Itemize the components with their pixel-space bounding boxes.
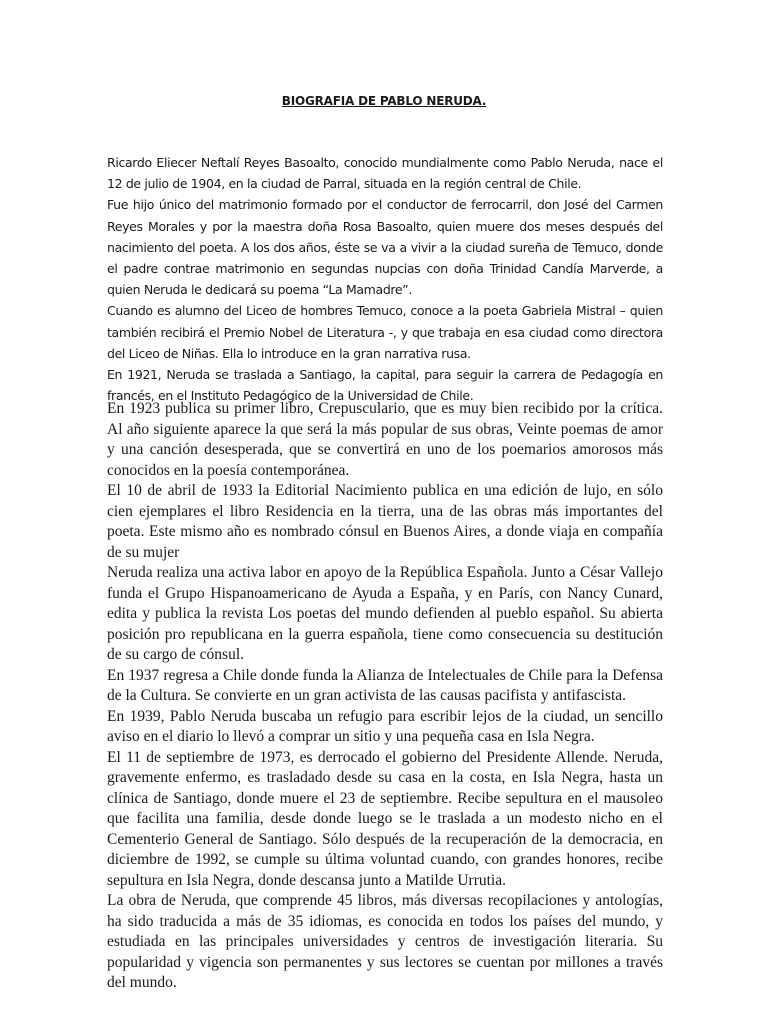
intro-section [107, 152, 663, 406]
paragraph-liceo: Cuando es alumno del Liceo de hombres Temuco, conoce a la poeta Gabriela Mistral – quien también recibirá el Premio Nobel de Literatura -, y que trabaja en esa ciudad como directora del Liceo de Niñas. Ella lo introduce en la gran narrativa rusa. [107, 303, 663, 361]
document-title: BIOGRAFIA DE PABLO NERUDA. [281, 94, 487, 108]
paragraph-family: Fue hijo único del matrimonio formado por el conductor de ferrocarril, don José del Carmen Reyes Morales y por la maestra doña Rosa Basoalto, quien muere dos meses después del nacimiento del poeta. A los dos años, éste se va a vivir a la ciudad sureña de Temuco, donde el padre contrae matrimonio en segundas nupcias con doña Trinidad Candía Marverde, a quien Neruda le dedicará su poema “La Mamadre”. [107, 197, 663, 298]
career-section [107, 399, 663, 994]
paragraph-isla-negra: En 1939, Pablo Neruda buscaba un refugio para escribir lejos de la ciudad, un sencillo aviso en el diario lo llevó a comprar un sitio y una pequeña casa en Isla Negra. [107, 707, 663, 745]
paragraph-republica: Neruda realiza una activa labor en apoyo de la República Española. Junto a César Vallejo funda el Grupo Hispanoamericano de Ayuda a España, y en París, con Nancy Cunard, edita y publica la revista Los poetas del mundo defienden al pueblo español. Su abierta posición pro republicana en la guerra española, tiene como consecuencia su destitución de su cargo de cónsul. [107, 564, 663, 663]
paragraph-santiago: En 1921, Neruda se traslada a Santiago, la capital, para seguir la carrera de Pedagogía en francés, en el Instituto Pedagógico de la Universidad de Chile. [107, 367, 663, 404]
paragraph-birth: Ricardo Eliecer Neftalí Reyes Basoalto, conocido mundialmente como Pablo Neruda, nace el 12 de julio de 1904, en la ciudad de Parral, situada en la región central de Chile. [107, 155, 663, 192]
paragraph-muerte: El 11 de septiembre de 1973, es derrocado el gobierno del Presidente Allende. Neruda, gravemente enfermo, es trasladado desde su casa en la costa, en Isla Negra, hasta un clínica de Santiago, donde muere el 23 de septiembre. Recibe sepultura en el mausoleo que facilita una familia, desde donde luego se le traslada a un modesto nicho en el Cementerio General de Santiago. Sólo después de la recuperación de la democracia, en diciembre de 1992, se cumple su última voluntad cuando, con grandes honores, recibe sepultura en Isla Negra, donde descansa junto a Matilde Urrutia. [107, 748, 663, 889]
paragraph-alianza: En 1937 regresa a Chile donde funda la Alianza de Intelectuales de Chile para la Defensa de la Cultura. Se convierte en un gran activista de las causas pacifista y antifascista. [107, 666, 663, 704]
paragraph-obra: La obra de Neruda, que comprende 45 libros, más diversas recopilaciones y antologías, ha sido traducida a más de 35 idiomas, es conocida en todos los países del mundo, y estudiada en las principales universidades y centros de investigación literaria. Su popularidad y vigencia son permanentes y sus lectores se cuentan por millones a través del mundo. [107, 892, 663, 991]
paragraph-crepusculario: En 1923 publica su primer libro, Crepusculario, que es muy bien recibido por la crítica. Al año siguiente aparece la que será la más popular de sus obras, Veinte poemas de amor y una canción desesperada, que se convertirá en uno de los poemarios amorosos más conocidos en la poesía contemporánea. [107, 400, 663, 479]
paragraph-residencia: El 10 de abril de 1933 la Editorial Nacimiento publica en una edición de lujo, en sólo cien ejemplares el libro Residencia en la tierra, una de las obras más importantes del poeta. Este mismo año es nombrado cónsul en Buenos Aires, a donde viaja en compañía de su mujer [107, 482, 663, 561]
